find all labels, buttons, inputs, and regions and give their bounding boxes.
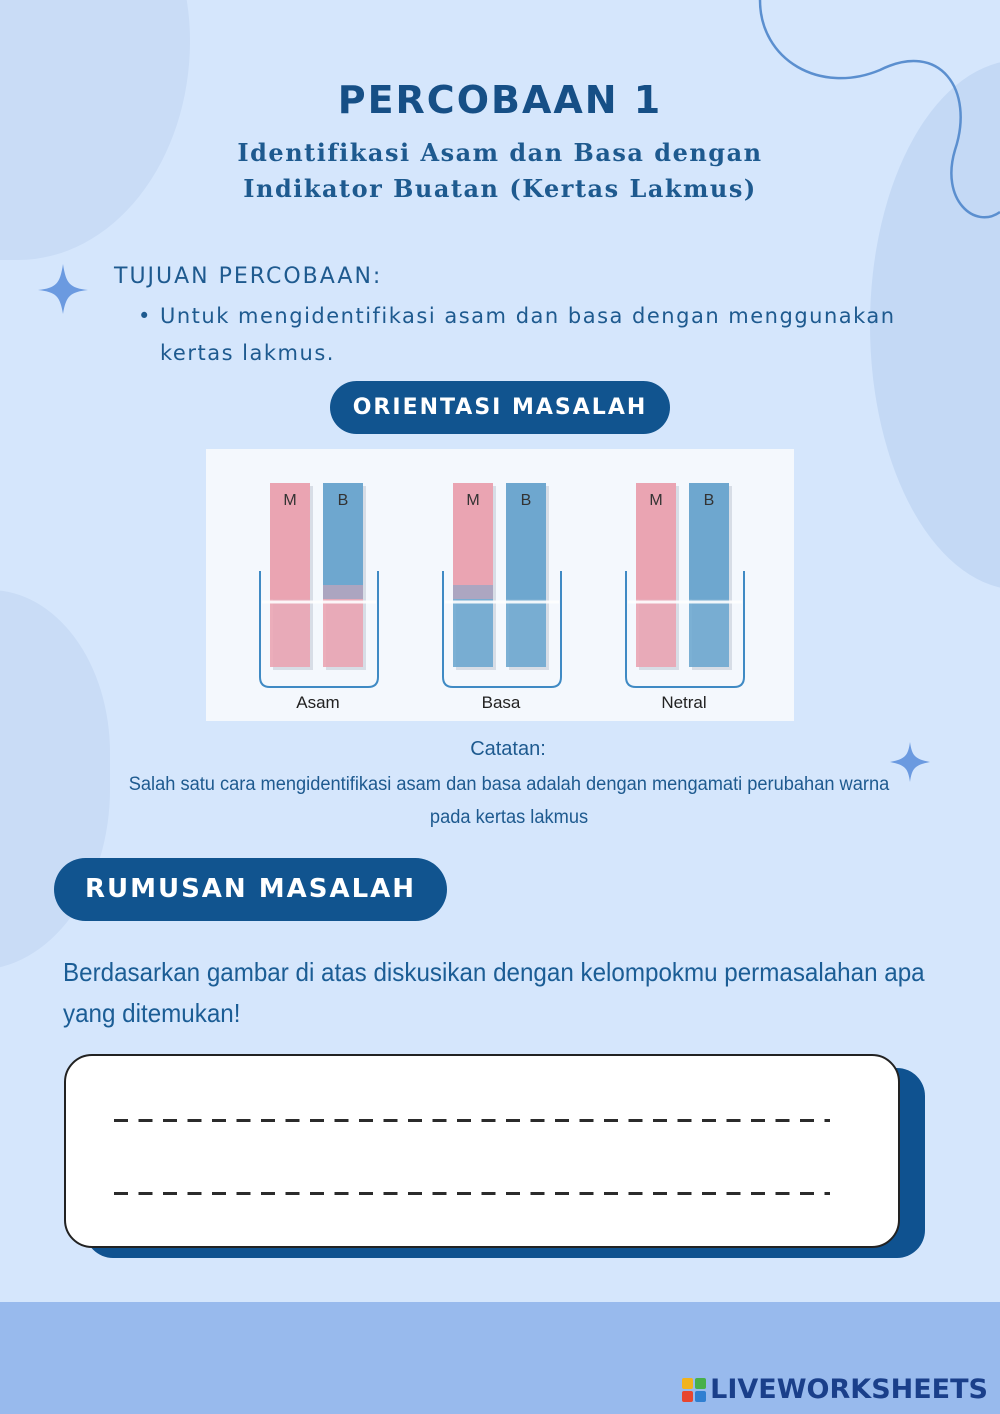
strip-label: M — [466, 492, 480, 509]
litmus-strip-dipped — [689, 599, 729, 667]
strip-label: B — [703, 492, 715, 509]
litmus-strip-dipped — [453, 599, 493, 667]
problem-question: Berdasarkan gambar di atas diskusikan dengan kelompokmu permasalahan apa yang ditemukan! — [63, 957, 925, 1028]
goal-item: • Untuk mengidentifikasi asam dan basa dengan menggunakan kertas lakmus. — [138, 298, 938, 372]
beaker-label: Basa — [481, 693, 521, 712]
section-label-problem: RUMUSAN MASALAH — [54, 858, 447, 921]
litmus-strip-dipped — [636, 599, 676, 667]
note-label: Catatan: — [470, 738, 546, 760]
page-title: PERCOBAAN 1 — [337, 78, 663, 122]
beaker-label: Asam — [296, 693, 340, 712]
goal-list — [138, 298, 938, 372]
brand-logo[interactable] — [682, 1374, 988, 1405]
page-subtitle — [0, 135, 1000, 207]
section-label-orientation: ORIENTASI MASALAH — [330, 381, 670, 434]
litmus-strip-dipped — [270, 599, 310, 667]
answer-input[interactable] — [64, 1054, 900, 1248]
brand-name: LIVEWORKSHEETS — [710, 1374, 988, 1405]
beaker-label: Netral — [661, 693, 707, 712]
litmus-strip-dipped — [323, 599, 363, 667]
liveworksheets-logo-icon — [682, 1378, 706, 1402]
litmus-strip-transition — [453, 585, 493, 599]
litmus-strip-dipped — [506, 599, 546, 667]
sparkle-icon — [38, 264, 88, 314]
litmus-figure — [206, 449, 794, 721]
goal-heading: TUJUAN PERCOBAAN: — [114, 264, 383, 289]
litmus-illustration — [206, 449, 794, 721]
subtitle-line: Indikator Buatan (Kertas Lakmus) — [243, 174, 757, 203]
strip-label: M — [649, 492, 663, 509]
answer-line — [114, 1119, 830, 1122]
litmus-strip-transition — [323, 585, 363, 599]
answer-line — [114, 1192, 830, 1195]
strip-label: B — [520, 492, 532, 509]
strip-label: B — [337, 492, 349, 509]
strip-label: M — [283, 492, 297, 509]
subtitle-line: Identifikasi Asam dan Basa dengan — [237, 138, 763, 167]
note-text: Salah satu cara mengidentifikasi asam dan basa adalah dengan mengamati perubahan warna pada kertas lakmus — [128, 774, 890, 828]
